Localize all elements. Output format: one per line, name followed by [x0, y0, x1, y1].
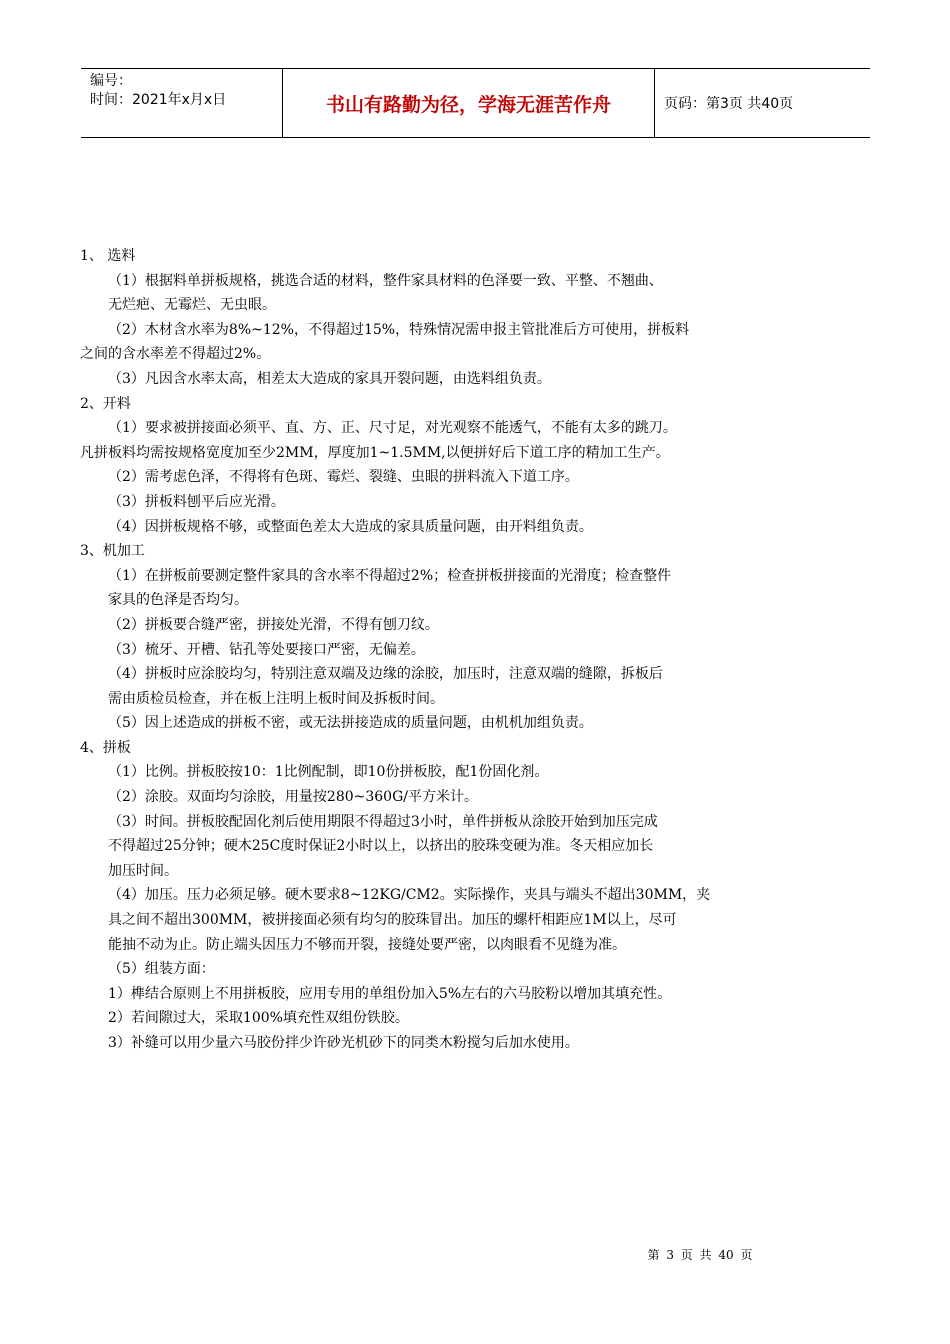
section-heading: 2、开料 [80, 395, 131, 412]
date-line: 时间：2021年x月x日 [90, 92, 227, 108]
text-line: （1）根据料单拼板规格，挑选合适的材料，整件家具材料的色泽要一致、平整、不翘曲、 [108, 272, 663, 289]
header-page-info: 页码：第3页 共40页 [664, 96, 794, 112]
text-line: （1）要求被拼接面必须平、直、方、正、尺寸足，对光观察不能透气，不能有太多的跳刀。 [108, 420, 677, 437]
text-line: 加压时间。 [108, 862, 178, 879]
text-line: （1）比例。拼板胶按10：1比例配制，即10份拼板胶，配1份固化剂。 [108, 764, 549, 781]
text-line: （2）需考虑色泽，不得将有色斑、霉烂、裂缝、虫眼的拼料流入下道工序。 [108, 469, 579, 486]
page-footer: 第 3 页 共 40 页 [647, 1248, 753, 1262]
text-line: 家具的色泽是否均匀。 [108, 592, 248, 609]
text-line: 凡拼板料均需按规格宽度加至少2MM，厚度加1~1.5MM,以便拼好后下道工序的精加工生产。 [80, 444, 670, 461]
document-body [80, 244, 880, 1056]
text-line: （2）木材含水率为8%~12%，不得超过15%，特殊情况需申报主管批准后方可使用，拼板料 [108, 321, 690, 338]
section-heading: 4、拼板 [80, 739, 131, 756]
text-line: （3）拼板料刨平后应光滑。 [108, 493, 285, 510]
text-line: （1）在拼板前要测定整件家具的含水率不得超过2%；检查拼板拼接面的光滑度；检查整件 [108, 567, 672, 584]
text-line: （3）凡因含水率太高，相差太大造成的家具开裂问题，由选料组负责。 [108, 370, 551, 387]
header-motto: 书山有路勤为径，学海无涯苦作舟 [283, 69, 655, 137]
document-header [81, 68, 870, 138]
text-line: 能抽不动为止。防止端头因压力不够而开裂，接缝处要严密，以肉眼看不见缝为准。 [108, 936, 626, 953]
text-line: （2）涂胶。双面均匀涂胶，用量按280~360G/平方米计。 [108, 789, 478, 806]
text-line: （3）梳牙、开槽、钻孔等处要接口严密，无偏差。 [108, 641, 425, 658]
text-line: 之间的含水率差不得超过2%。 [80, 346, 271, 363]
section-heading: 3、机加工 [80, 543, 145, 560]
text-line: 具之间不超出300MM，被拼接面必须有均匀的胶珠冒出。加压的螺杆相距应1M以上，尽可 [108, 912, 677, 929]
text-line: 1）榫结合原则上不用拼板胶，应用专用的单组份加入5%左右的六马胶粉以增加其填充性。 [108, 985, 672, 1002]
text-line: 3）补缝可以用少量六马胶份拌少许砂光机砂下的同类木粉搅匀后加水使用。 [108, 1035, 579, 1051]
text-line: 需由质检员检查，并在板上注明上板时间及拆板时间。 [108, 690, 444, 707]
text-line: （5）因上述造成的拼板不密，或无法拼接造成的质量问题，由机机加组负责。 [108, 715, 593, 732]
text-line: （2）拼板要合缝严密，拼接处光滑，不得有刨刀纹。 [108, 616, 439, 633]
section-heading: 1、 选料 [80, 248, 136, 264]
text-line: 无烂疤、无霉烂、无虫眼。 [108, 297, 276, 314]
code-label: 编号： [90, 73, 132, 89]
text-line: （4）因拼板规格不够，或整面色差太大造成的家具质量问题，由开料组负责。 [108, 518, 593, 535]
text-line: 2）若间隙过大，采取100%填充性双组份铁胶。 [108, 1010, 409, 1027]
text-line: （4）拼板时应涂胶均匀，特别注意双端及边缘的涂胶，加压时，注意双端的缝隙，拆板后 [108, 666, 663, 683]
text-line: 不得超过25分钟；硬木25C度时保证2小时以上，以挤出的胶珠变硬为准。冬天相应加长 [108, 838, 654, 855]
text-line: （3）时间。拼板胶配固化剂后使用期限不得超过3小时，单件拼板从涂胶开始到加压完成 [108, 813, 658, 830]
text-line: （4）加压。压力必须足够。硬木要求8~12KG/CM2。实际操作，夹具与端头不超出30MM，夹 [108, 887, 711, 904]
text-line: （5）组装方面： [108, 961, 215, 978]
header-meta [81, 69, 283, 137]
